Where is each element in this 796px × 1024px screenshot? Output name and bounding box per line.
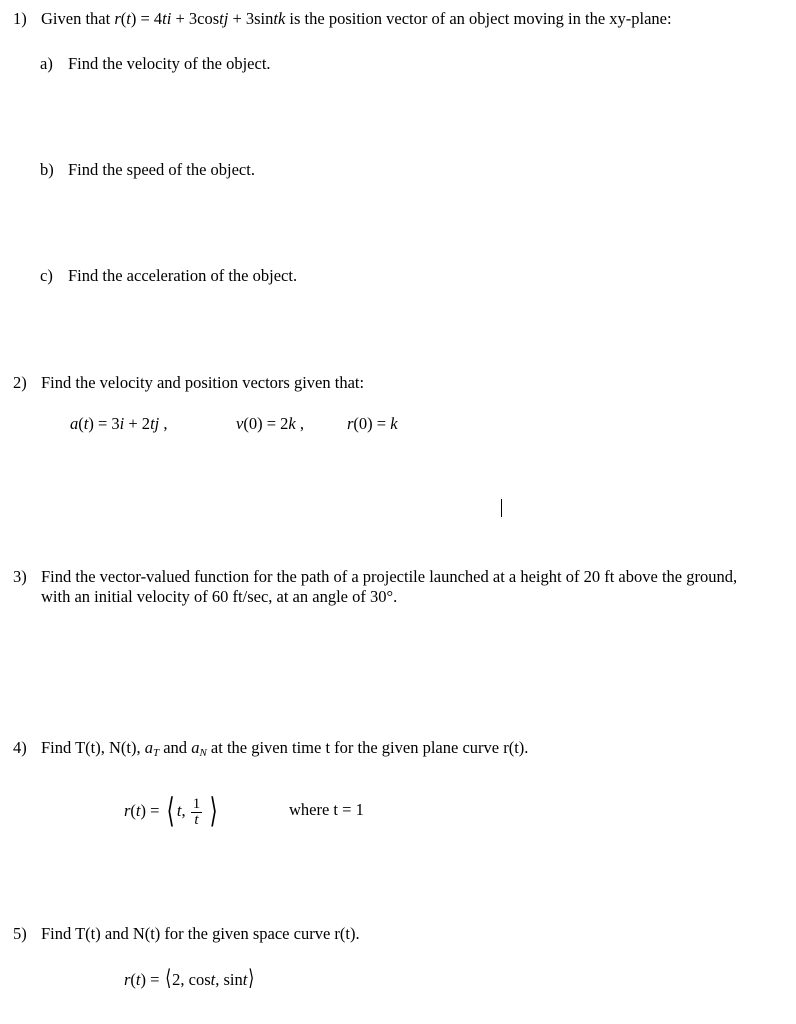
equation-lhs: r(t) = xyxy=(124,801,160,820)
question-number: 3) xyxy=(13,567,27,586)
question-text: Find the vector-valued function for the path of a projectile launched at a height of 20 ft above the ground, with an initial velocity of 60 ft/sec, at an angle of 30°. xyxy=(41,567,738,606)
question-1-part-c xyxy=(40,266,297,286)
fraction: $\frac{1}{t}$ xyxy=(192,795,201,828)
right-angle-bracket: ⟩ xyxy=(209,793,218,831)
question-5 xyxy=(13,924,360,944)
left-angle-bracket: ⟨ xyxy=(166,793,175,831)
question-2 xyxy=(13,373,364,393)
position-condition: r(0) = k xyxy=(347,414,398,433)
part-label: b) xyxy=(40,160,54,179)
right-angle-bracket: ⟩ xyxy=(248,965,255,990)
left-angle-bracket: ⟨ xyxy=(164,965,171,990)
question-number: 2) xyxy=(13,373,27,392)
part-text: Find the velocity of the object. xyxy=(68,54,271,73)
part-text: Find the acceleration of the object. xyxy=(68,266,298,285)
part-label: a) xyxy=(40,54,53,73)
question-number: 5) xyxy=(13,924,27,943)
question-text: Find the velocity and position vectors given that: xyxy=(41,373,365,392)
part-label: c) xyxy=(40,266,53,285)
question-text-before: Find T(t), N(t), xyxy=(41,738,141,757)
question-1 xyxy=(13,9,672,29)
question-number: 4) xyxy=(13,738,27,757)
plane-curve-equation: r(t) = ⟨ t, $\frac{1}{t}$ ⟩ xyxy=(124,793,218,831)
question-4 xyxy=(13,738,528,763)
question-3 xyxy=(13,567,761,607)
where-condition: where t = 1 xyxy=(289,800,364,819)
question-text-before: Given that xyxy=(41,9,111,28)
question-1-part-a xyxy=(40,54,271,74)
acceleration-condition: a(t) = 3i + 2tj , xyxy=(70,414,168,433)
normal-acceleration: $a_N$ xyxy=(191,738,207,759)
question-text-after: is the position vector of an object moving in the xy-plane: xyxy=(289,9,672,28)
question-text-after: at the given time t for the given plane curve r(t). xyxy=(210,738,529,757)
question-1-part-b xyxy=(40,160,255,180)
question-number: 1) xyxy=(13,9,27,28)
text-cursor xyxy=(501,499,502,517)
question-text: Find T(t) and N(t) for the given space curve r(t). xyxy=(41,924,360,943)
position-vector-equation: r(t) = 4ti + 3costj + 3sintk xyxy=(114,9,286,28)
space-curve-equation: r(t) = ⟨2, cost, sint⟩ xyxy=(124,965,255,990)
tangential-acceleration: $a_T$ xyxy=(144,738,160,759)
and-word: and xyxy=(163,738,188,757)
velocity-condition: v(0) = 2k , xyxy=(236,414,304,433)
part-text: Find the speed of the object. xyxy=(68,160,255,179)
